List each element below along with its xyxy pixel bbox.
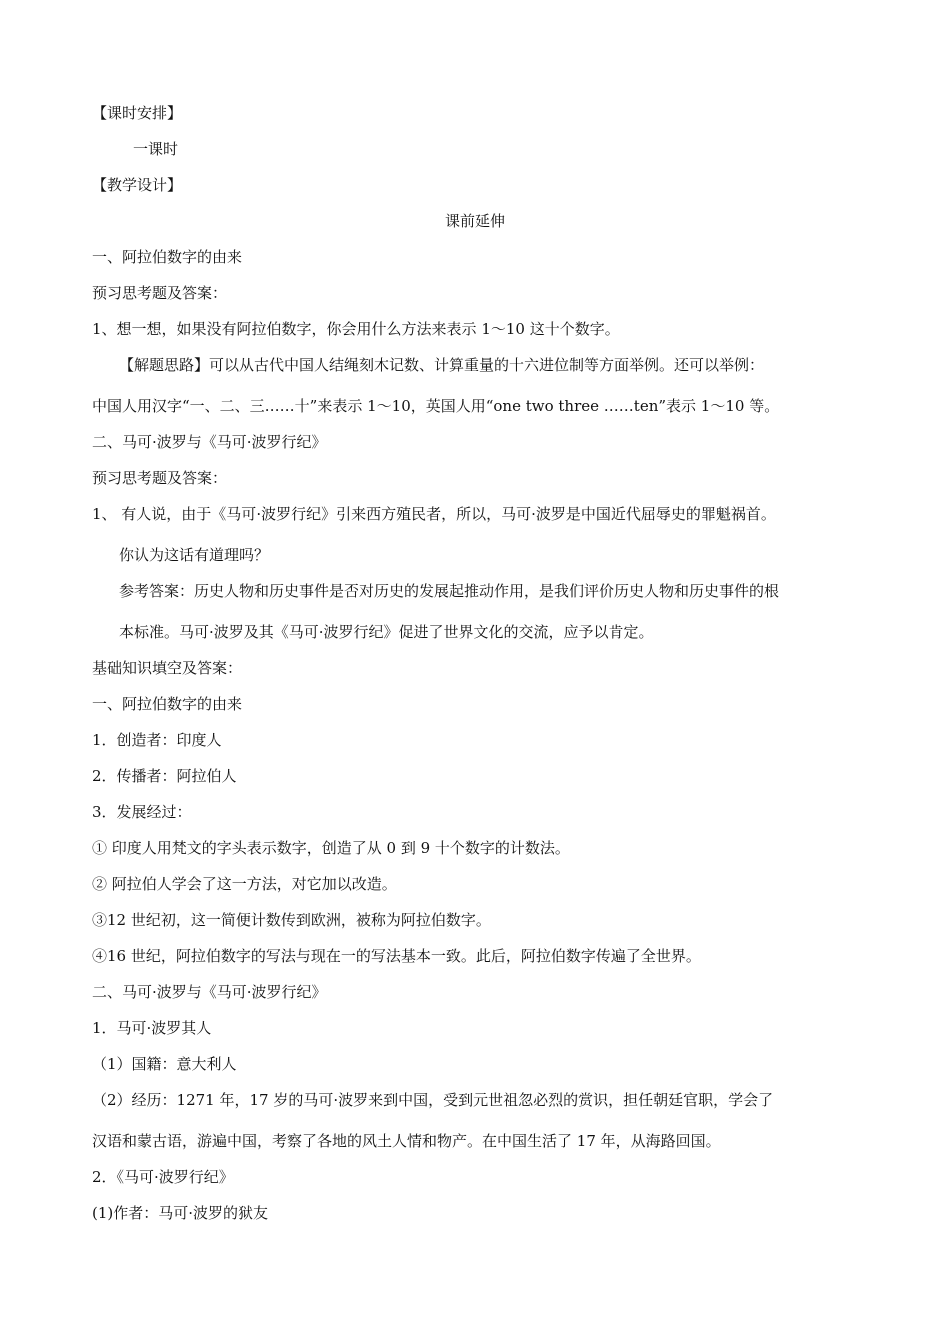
knowledge-heading-marco-polo: 二、马可·波罗与《马可·波罗行纪》 (92, 983, 327, 1001)
question-1: 1、想一想，如果没有阿拉伯数字，你会用什么方法来表示 1～10 这十个数字。 (92, 320, 620, 338)
section-heading-design: 【教学设计】 (92, 176, 183, 194)
development-step-3: ③12 世纪初，这一简便计数传到欧洲，被称为阿拉伯数字。 (92, 911, 491, 929)
knowledge-item-marco-polo-person: 1．马可·波罗其人 (92, 1019, 212, 1037)
knowledge-item-spreader: 2．传播者：阿拉伯人 (92, 767, 237, 785)
knowledge-item-development: 3．发展经过： (92, 803, 192, 821)
knowledge-item-travels-book: 2．《马可·波罗行纪》 (92, 1168, 234, 1186)
question-2-line-1: 1、 有人说，由于《马可·波罗行纪》引来西方殖民者，所以，马可·波罗是中国近代屈辱史的罪魁祸首。 (92, 505, 776, 523)
development-step-4: ④16 世纪，阿拉伯数字的写法与现在一的写法基本一致。此后，阿拉伯数字传遍了全世界。 (92, 947, 701, 965)
development-step-2: ② 阿拉伯人学会了这一方法，对它加以改造。 (92, 875, 397, 893)
question-2-line-2: 你认为这话有道理吗？ (119, 546, 270, 564)
basic-knowledge-label: 基础知识填空及答案： (92, 659, 243, 677)
preview-questions-label-2: 预习思考题及答案： (92, 469, 228, 487)
reference-answer-line-2: 本标准。马可·波罗及其《马可·波罗行纪》促进了世界文化的交流，应予以肯定。 (119, 623, 654, 641)
experience-line-1: （2）经历：1271 年，17 岁的马可·波罗来到中国，受到元世祖忽必烈的赏识，担任朝廷官职，学会了 (92, 1091, 774, 1109)
reference-answer-line-1: 参考答案：历史人物和历史事件是否对历史的发展起推动作用，是我们评价历史人物和历史事件的根 (119, 582, 780, 600)
topic-heading-marco-polo: 二、马可·波罗与《马可·波罗行纪》 (92, 433, 327, 451)
experience-line-2: 汉语和蒙古语，游遍中国，考察了各地的风土人情和物产。在中国生活了 17 年，从海路回国。 (92, 1132, 721, 1150)
solution-hint-line-2: 中国人用汉字“一、二、三……十”来表示 1～10，英国人用“one two three ……ten”表示 1～10 等。 (92, 397, 780, 415)
section-heading-schedule: 【课时安排】 (92, 104, 183, 122)
preview-questions-label: 预习思考题及答案： (92, 284, 228, 302)
nationality-item: （1）国籍：意大利人 (92, 1055, 237, 1073)
knowledge-item-creator: 1．创造者：印度人 (92, 731, 222, 749)
author-item: (1)作者：马可·波罗的狱友 (92, 1204, 269, 1222)
solution-hint-line-1: 【解题思路】可以从古代中国人结绳刻木记数、计算重量的十六进位制等方面举例。还可以举例： (119, 356, 765, 374)
development-step-1: ① 印度人用梵文的字头表示数字，创造了从 0 到 9 十个数字的计数法。 (92, 839, 570, 857)
topic-heading-arabic-numerals: 一、阿拉伯数字的由来 (92, 248, 243, 266)
schedule-value: 一课时 (133, 140, 179, 158)
knowledge-heading-arabic-numerals: 一、阿拉伯数字的由来 (92, 695, 243, 713)
section-title-preview: 课前延伸 (444, 212, 505, 230)
